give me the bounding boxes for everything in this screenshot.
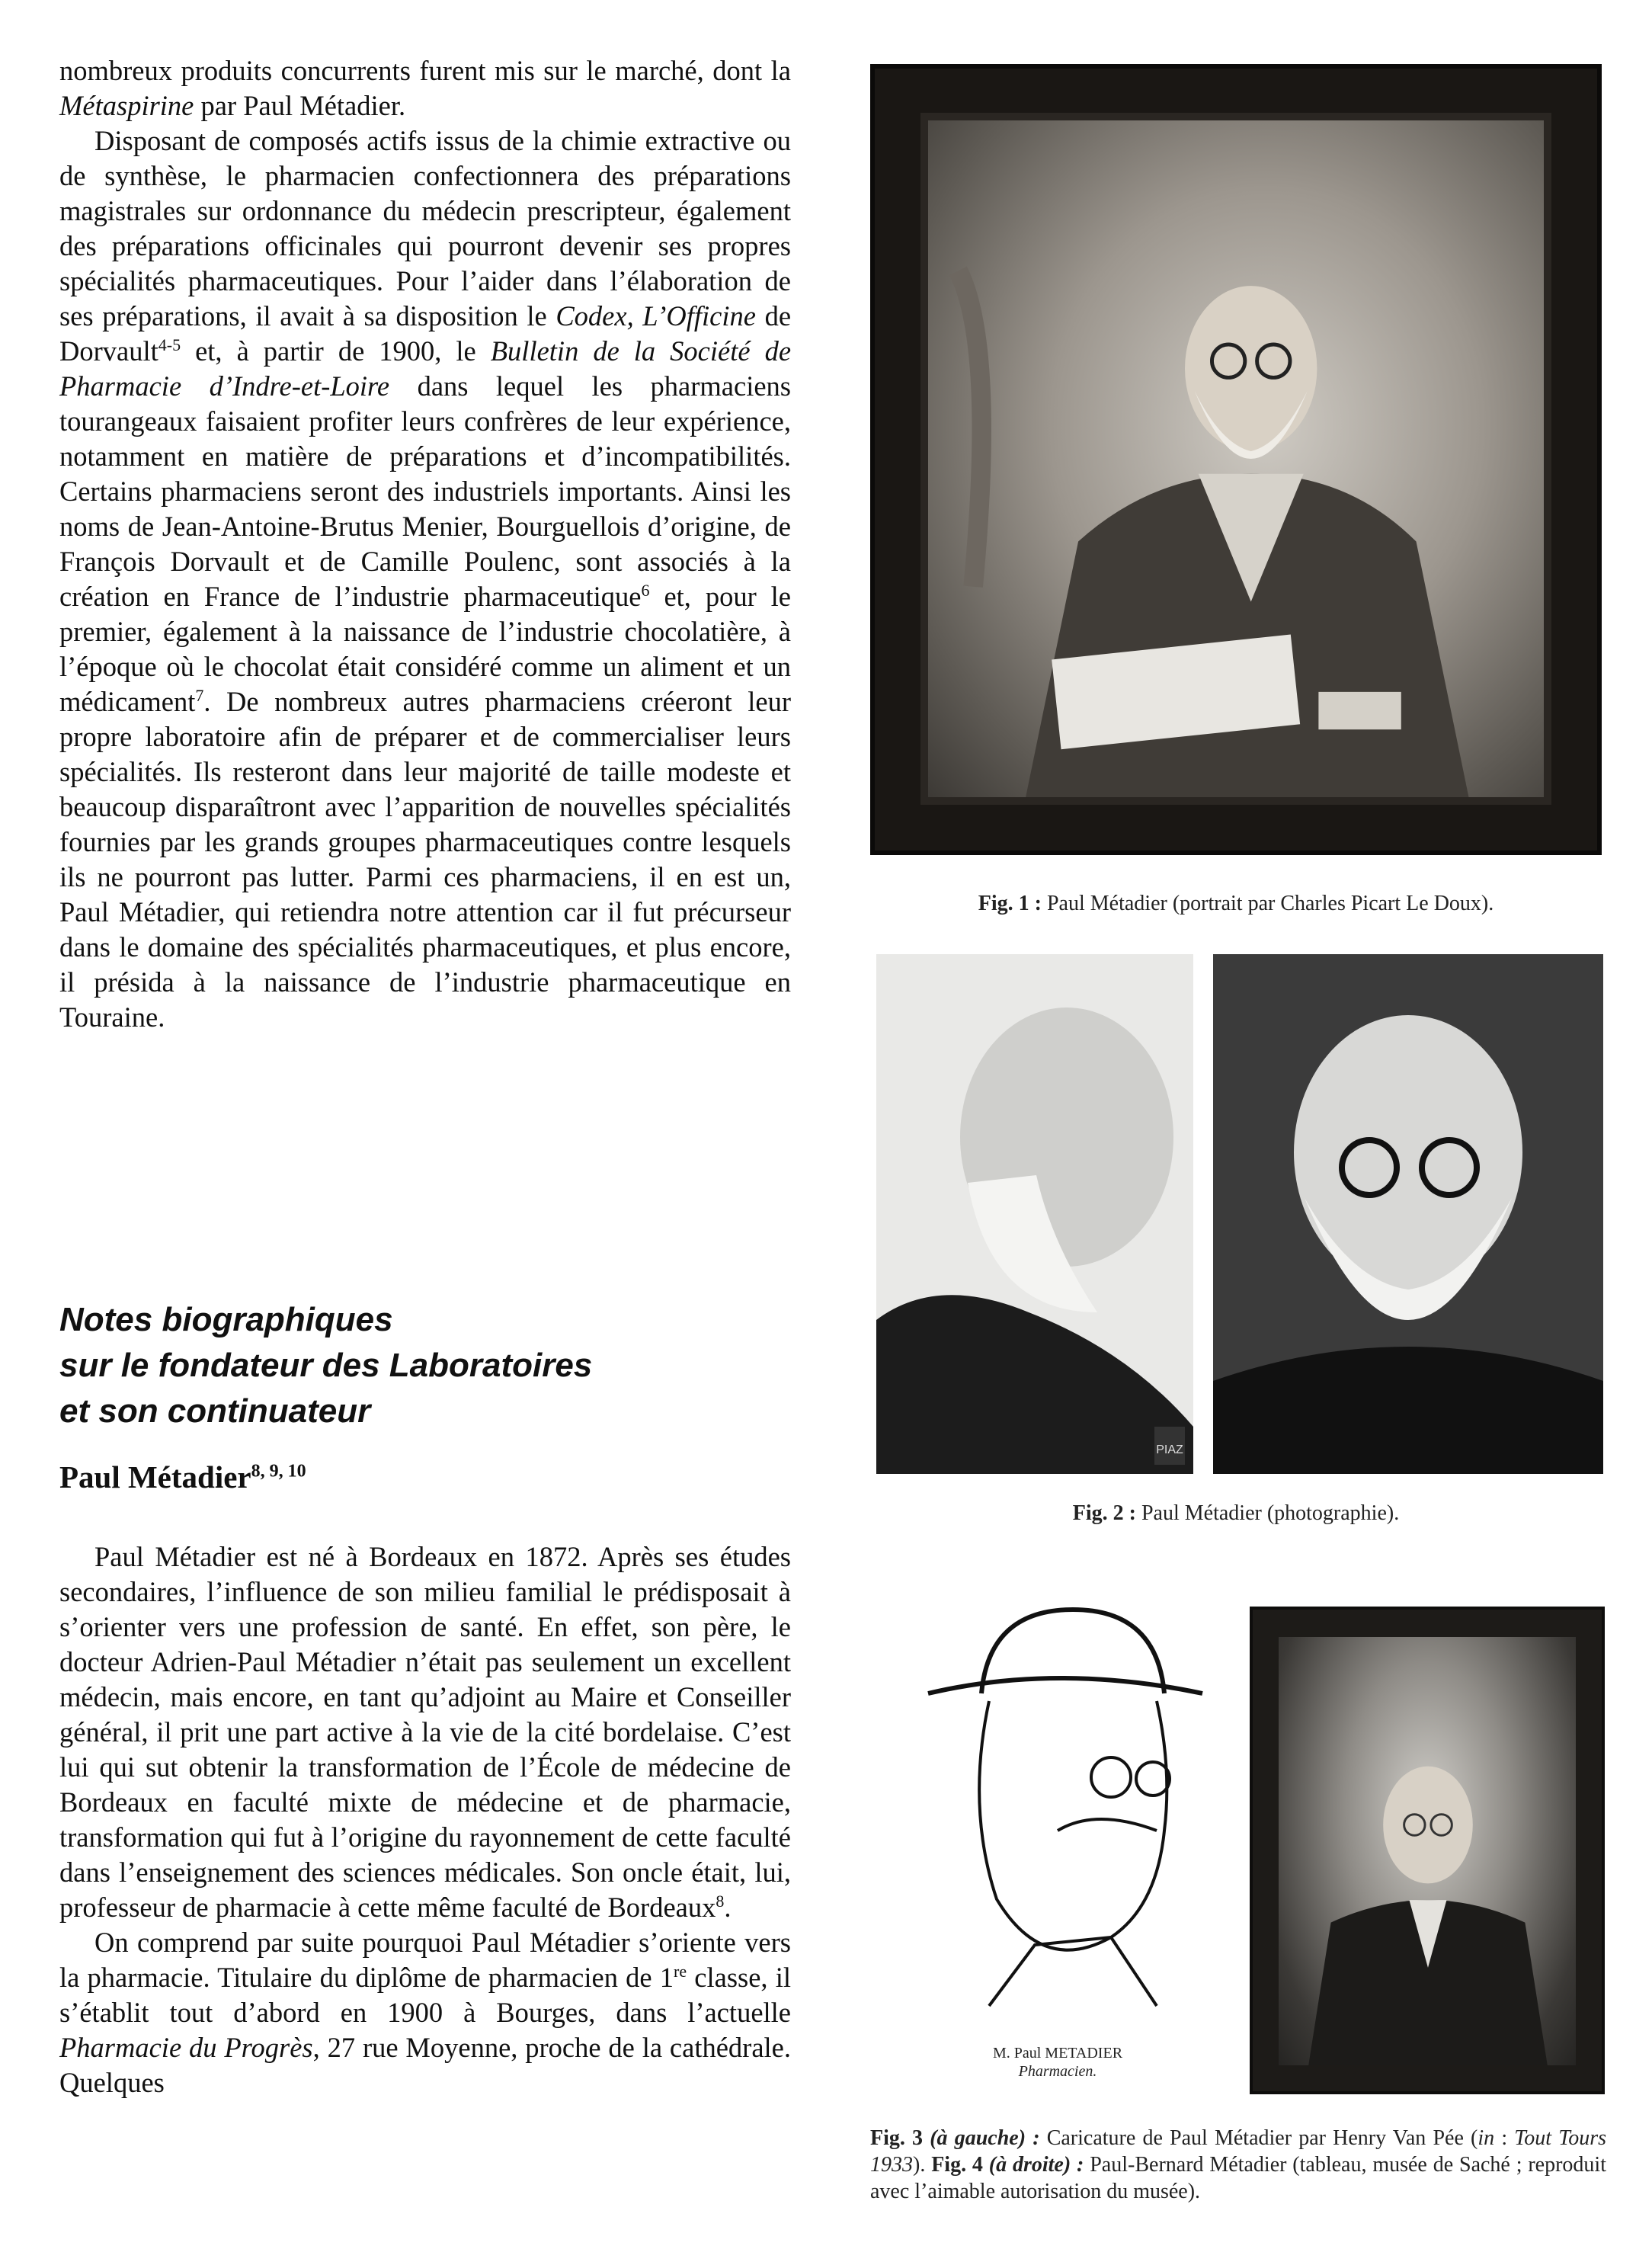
profile-portrait-illustration [876,954,1193,1474]
paragraph-intro: nombreux produits concurrents furent mis sur le marché, dont la Métaspirine par Paul Métadier. [59,55,791,121]
portrait-canvas-4 [1279,1637,1576,2065]
figure-1-caption: Fig. 1 : Paul Métadier (portrait par Charles Picart Le Doux). [978,892,1494,915]
figure-2-caption: Fig. 2 : Paul Métadier (photographie). [1072,1501,1400,1525]
figure-3-caricature [882,1579,1233,2082]
heading-line-3: et son continuateur [59,1392,371,1430]
photo-stamp: PIAZ [1156,1443,1183,1456]
section-heading [59,1297,791,1434]
paragraph-pharmacists: Disposant de composés actifs issus de la chimie extractive ou de synthèse, le pharmacien confectionnera des préparations magistrales sur ordonnance du médecin prescripteur, également des préparations officinales qui pourront devenir ses propres spécialités pharmaceutiques. Pour l’aider dans l’élaboration de ses préparations, il avait à sa disposition le Codex, L’Officine de Dorvault$^{4-5}$ et, à partir de 1900, le Bulletin de la Société de Pharmacie d’Indre-et-Loire dans lequel les pharmaciens tourangeaux faisaient profiter leurs confrères de leur expérience, notamment en matière de préparations et d’incompatibilités. Certains pharmaciens seront des industriels importants. Ainsi les noms de Jean-Antoine-Brutus Menier, Bourguellois d’origine, de François Dorvault et de Camille Poulenc, sont associés à la création en France de l’industrie pharmaceutique$^6$ et, pour le premier, également à la naissance de l’industrie chocolatière, à l’époque où le chocolat était considéré comme un aliment et un médicament$^7$. De nombreux autres pharmaciens créeront leur propre laboratoire afin de préparer et de commercialiser leurs spécialités. Ils resteront dans leur majorité de taille modeste et beaucoup disparaîtront avec l’apparition de nouvelles spécialités fournies par les grands groupes pharmaceutiques contre lesquels ils ne pourront pas lutter. Parmi ces pharmaciens, il en est un, Paul Métadier, qui retiendra notre attention car il fut précurseur dans le domaine des spécialités pharmaceutiques, et plus encore, il présida à la naissance de l’industrie pharmaceutique en Touraine. [59,125,792,1033]
bio-paragraph-1: Paul Métadier est né à Bordeaux en 1872. Après ses études secondaires, l’influence de son milieu familial le prédisposait à s’orienter vers une profession de santé. En effet, son père, le docteur Adrien-Paul Métadier n’était pas seulement un excellent médecin, mais encore, en tant qu’adjoint au Maire et Conseiller général, il prit une part active à la vie de la cité bordelaise. C’est lui qui sut obtenir la transformation de l’École de médecine de Bordeaux en faculté mixte de médecine et de pharmacie, transformation qui fut à l’origine du rayonnement de cette faculté dans l’enseignement des sciences médicales. Son oncle était, lui, professeur de pharmacie à cette même faculté de Bordeaux$^8$. [59,1541,791,1923]
caricature-caption-line-2: Pharmacien. [1018,2063,1097,2080]
caricature-caption-line-1: M. Paul METADIER [992,2045,1123,2062]
standing-man-illustration [1279,1637,1576,2065]
biography-text [59,1539,791,2100]
heading-line-2: sur le fondateur des Laboratoires [59,1347,593,1384]
figure-2-photo-profile [876,954,1193,1474]
left-column [59,53,791,1035]
bio-paragraph-2: On comprend par suite pourquoi Paul Métadier s’oriente vers la pharmacie. Titulaire du diplôme de pharmacien de 1re classe, il s’établit tout d’abord en 1900 à Bourges, dans l’actuelle Pharmacie du Progrès, 27 rue Moyenne, proche de la cathédrale. Quelques [59,1927,792,2098]
figure-1-portrait-painting [870,64,1602,855]
figure-4-portrait-painting [1250,1607,1605,2094]
heading-line-1: Notes biographiques [59,1301,393,1338]
caricature-drawing [882,1579,1233,2036]
frontal-portrait-illustration [1213,954,1603,1474]
subheading-paul-metadier: Paul Métadier$^{8, 9, 10}$ [59,1459,306,1495]
figure-2-photo-front [1213,954,1603,1474]
portrait-canvas [920,113,1551,805]
figure-3-4-caption: Fig. 3 (à gauche) : Caricature de Paul Métadier par Henry Van Pée (in : Tout Tours 1933). Fig. 4 (à droite) : Paul-Bernard Métadier (tableau, musée de Saché ; reproduit avec l’aimable autorisation du musée). [870,2126,1607,2203]
seated-man-illustration [928,120,1544,797]
